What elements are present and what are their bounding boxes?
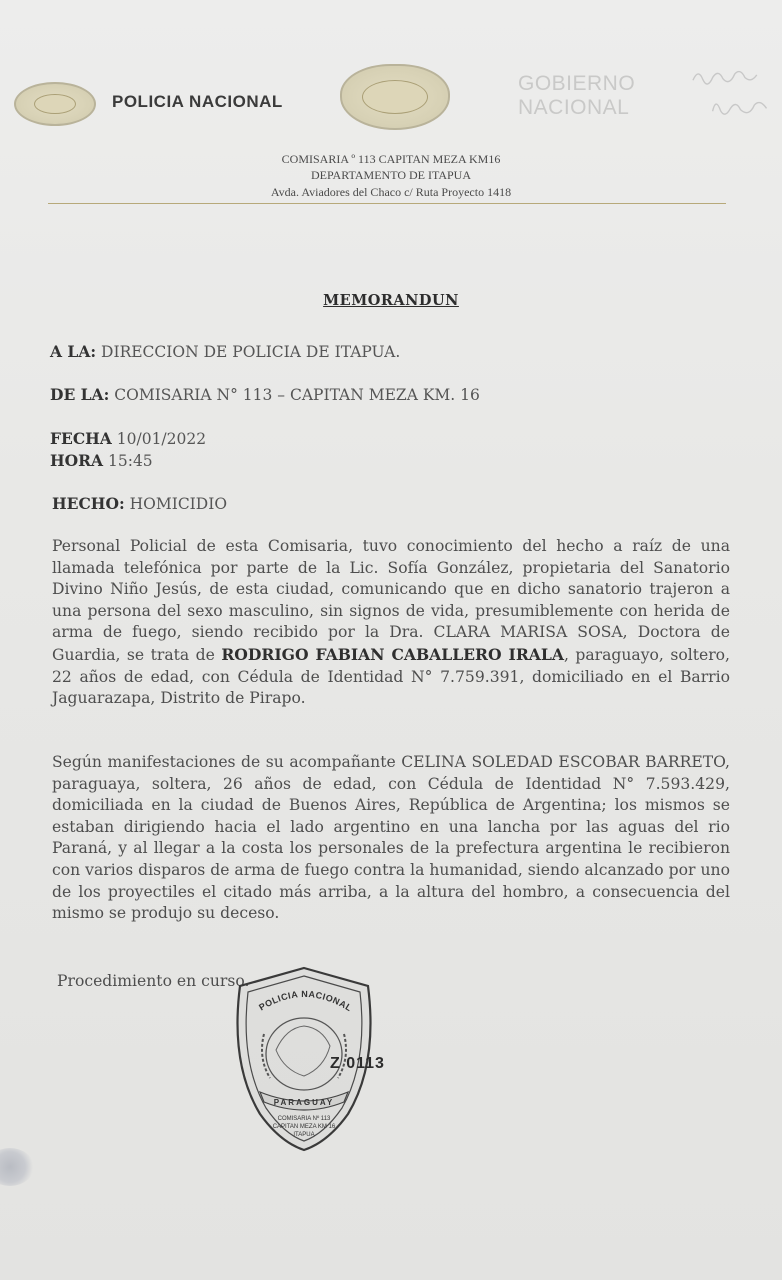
address-line-3: Avda. Aviadores del Chaco c/ Ruta Proyecto 1418 bbox=[270, 185, 512, 199]
from-label: DE LA: bbox=[50, 385, 110, 404]
seal-top-text: POLICIA NACIONAL bbox=[257, 988, 354, 1014]
government-seal-logo bbox=[340, 64, 450, 130]
government-line1: GOBIERNO bbox=[518, 72, 636, 95]
fact-field bbox=[52, 494, 227, 513]
seal-ribbon-text: PARAGUAY bbox=[273, 1098, 335, 1107]
address-line-1: COMISARIA º 113 CAPITAN MEZA KM16 bbox=[281, 152, 501, 166]
paragraph-2: Según manifestaciones de su acompañante CELINA SOLEDAD ESCOBAR BARRETO, paraguaya, soltera, 26 años de edad, con Cédula de Identidad N° 7.593.429, domiciliada en la ciudad de Buenos Aires, República de Argentina; los mismos se estaban dirigiendo hacia el lado argentino en una lancha por las aguas del rio Paraná, y al llegar a la costa los personales de la prefectura argentina le recibieron con varios disparos de arma de fuego contra la humanidad, siendo alcanzado por uno de los proyectiles el citado más arriba, a la altura del hombro, a consecuencia del mismo se produjo su deceso. bbox=[52, 753, 730, 923]
paragraph-1-text-end: , paraguayo, soltero, 22 años de edad, con Cédula de Identidad N° 7.759.391, domiciliado en el Barrio Jaguarazapa, Distrito de Pirapo. bbox=[52, 645, 730, 708]
date-value: 10/01/2022 bbox=[116, 430, 207, 448]
paper-smudge bbox=[0, 1148, 34, 1186]
to-value: DIRECCION DE POLICIA DE ITAPUA. bbox=[101, 343, 401, 361]
handwritten-note bbox=[688, 62, 782, 137]
seal-number: Z 0113 bbox=[330, 1055, 385, 1072]
to-label: A LA: bbox=[50, 342, 97, 361]
time-value: 15:45 bbox=[108, 452, 153, 470]
seal-bottom-line-2: CAPITAN MEZA KM 16 bbox=[272, 1124, 336, 1130]
address-line-2: DEPARTAMENTO DE ITAPUA bbox=[310, 168, 472, 182]
time-label: HORA bbox=[50, 451, 104, 470]
closing-line: Procedimiento en curso. bbox=[57, 972, 250, 990]
from-value: COMISARIA N° 113 – CAPITAN MEZA KM. 16 bbox=[114, 386, 480, 404]
seal-bottom-line-3: ITAPUA bbox=[293, 1132, 315, 1138]
from-field bbox=[50, 385, 480, 404]
paragraph-1 bbox=[52, 536, 730, 710]
memo-title: MEMORANDUN bbox=[323, 292, 459, 309]
header-divider bbox=[48, 203, 726, 204]
time-field bbox=[50, 451, 153, 470]
fact-value: HOMICIDIO bbox=[129, 495, 228, 513]
seal-bottom-line-1: COMISARIA Nº 113 bbox=[277, 1116, 331, 1122]
paragraph-1-text: Personal Policial de esta Comisaria, tuvo conocimiento del hecho a raíz de una llamada telefónica por parte de la Lic. Sofía González, propietaria del Sanatorio Divino Niño Jesús, de esta ciudad, comunicando que en dicho sanatorio trajeron a una persona del sexo masculino, sin signos de vida, presumiblemente con herida de arma de fuego, siendo recibido por la Dra. CLARA MARISA SOSA, Doctora de Guardia, se trata de bbox=[52, 537, 730, 664]
date-label: FECHA bbox=[50, 429, 112, 448]
handwriting-scribble bbox=[688, 62, 782, 127]
agency-name: POLICIA NACIONAL bbox=[112, 92, 283, 111]
date-field bbox=[50, 429, 206, 448]
to-field bbox=[50, 342, 400, 361]
fact-label: HECHO: bbox=[52, 494, 125, 513]
victim-name: RODRIGO FABIAN CABALLERO IRALA bbox=[221, 644, 564, 664]
government-line2: NACIONAL bbox=[518, 96, 630, 119]
police-logo bbox=[14, 82, 96, 126]
government-label bbox=[518, 72, 635, 120]
